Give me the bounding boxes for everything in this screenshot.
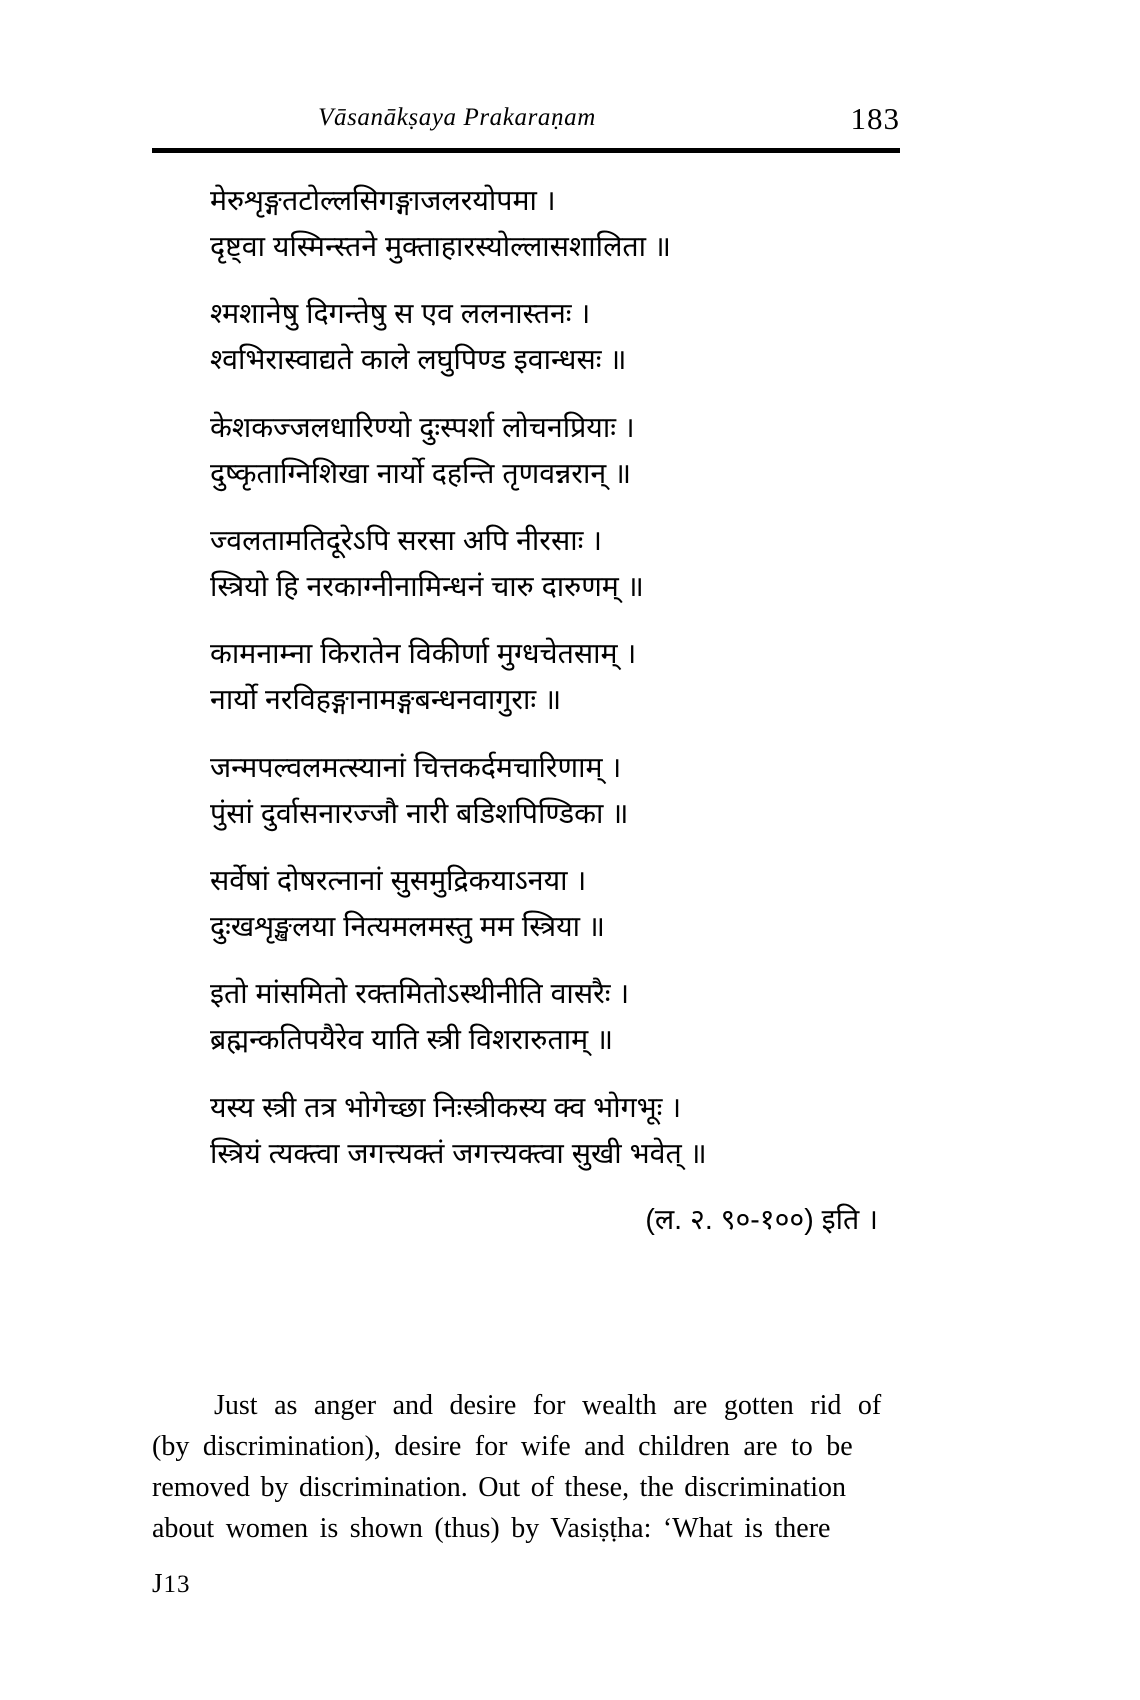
verse-line: दृष्ट्वा यस्मिन्स्तने मुक्ताहारस्योल्लासशालिता ॥: [210, 231, 672, 264]
verse-line: इतो मांसमितो रक्तमितोऽस्थीनीति वासरैः ।: [210, 978, 630, 1011]
signature-number: 13: [163, 1571, 191, 1598]
english-translation-paragraph: [152, 1385, 904, 1549]
verse-stanza: [152, 858, 912, 950]
verse-stanza: [152, 745, 912, 837]
paragraph-line: Just as anger and desire for wealth are gotten rid of: [214, 1390, 882, 1421]
verse-line: ज्वलतामतिदूरेऽपि सरसा अपि नीरसाः ।: [210, 524, 603, 557]
verse-line: श्मशानेषु दिगन्तेषु स एव ललनास्तनः ।: [210, 298, 591, 331]
verse-line: केशकज्जलधारिण्यो दुःस्पर्शा लोचनप्रियाः ।: [210, 411, 635, 444]
verse-line: सर्वेषां दोषरत्नानां सुसमुद्रिकयाऽनया ।: [210, 864, 587, 897]
paragraph-line: (by discrimination), desire for wife and children are to be: [152, 1431, 853, 1462]
page-title: Vāsanākṣaya Prakaraṇam: [318, 104, 596, 131]
verse-stanza: [152, 1085, 912, 1177]
verse-line: पुंसां दुर्वासनारज्जौ नारी बडिशपिण्डिका ॥: [210, 797, 629, 830]
running-head: [152, 101, 900, 146]
verse-line: मेरुशृङ्गतटोल्लसिगङ्गाजलरयोपमा ।: [210, 185, 556, 217]
verse-line: स्त्रियं त्यक्त्वा जगत्त्यक्तं जगत्त्यक्त्वा सुखी भवेत् ॥: [210, 1137, 707, 1170]
paragraph-line: about women is shown (thus) by Vasiṣṭha: ‘What is there: [152, 1513, 831, 1544]
signature-mark: [152, 1568, 191, 1599]
verse-line: जन्मपल्वलमत्स्यानां चित्तकर्दमचारिणाम् ।: [210, 751, 622, 784]
verse-line: श्वभिरास्वाद्यते काले लघुपिण्ड इवान्धसः ॥: [210, 344, 627, 377]
verse-line: कामनाम्ना किरातेन विकीर्णा मुग्धचेतसाम् ।: [210, 638, 637, 671]
verse-stanza: [152, 405, 912, 497]
page-number: 183: [850, 101, 900, 136]
verse-stanza: [152, 291, 912, 383]
header-divider: [152, 148, 900, 153]
verse-stanza: [152, 178, 912, 270]
verse-line: ब्रह्मन्कतिपयैरेव याति स्त्री विशरारुताम् ॥: [210, 1024, 614, 1057]
sanskrit-verse-block: [152, 178, 912, 1243]
verse-line: नार्यो नरविहङ्गानामङ्गबन्धनवागुराः ॥: [210, 684, 562, 717]
verse-line: यस्य स्त्री तत्र भोगेच्छा निःस्त्रीकस्य क्व भोगभूः ।: [210, 1091, 682, 1124]
verse-citation: (ल. २. ९०-१००) इति ।: [645, 1203, 878, 1236]
signature-letter: J: [152, 1568, 164, 1598]
verse-stanza: [152, 518, 912, 610]
verse-line: स्त्रियो हि नरकाग्नीनामिन्धनं चारु दारुणम् ॥: [210, 571, 644, 604]
paragraph-line: removed by discrimination. Out of these, the discrimination: [152, 1472, 847, 1503]
verse-stanza: [152, 971, 912, 1063]
verse-line: दुःखशृङ्खलया नित्यमलमस्तु मम स्त्रिया ॥: [210, 911, 605, 944]
verse-line: दुष्कृताग्निशिखा नार्यो दहन्ति तृणवन्नरान् ॥: [210, 457, 632, 490]
verse-stanza: [152, 631, 912, 723]
